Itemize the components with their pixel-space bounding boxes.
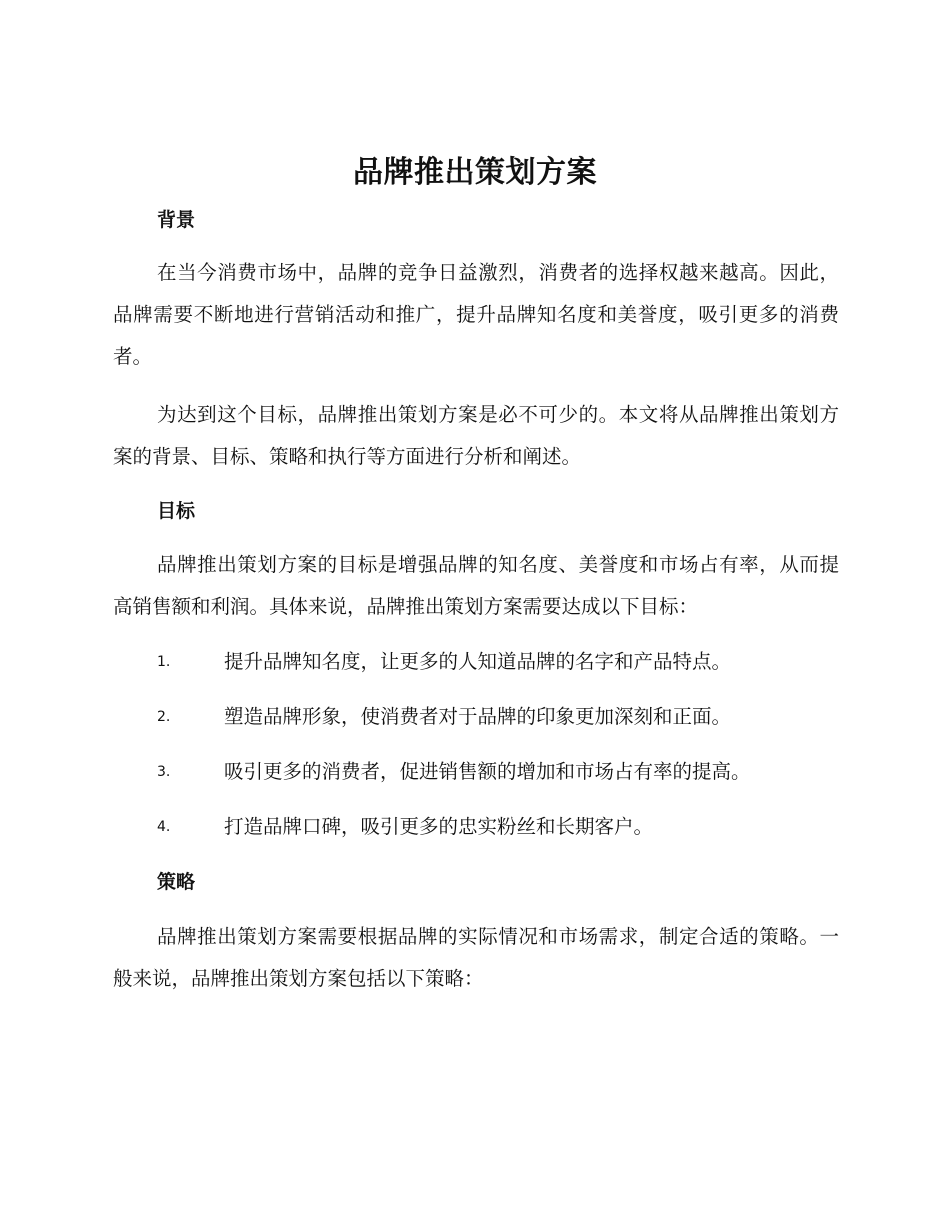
list-item-text: 提升品牌知名度，让更多的人知道品牌的名字和产品特点。 — [224, 650, 732, 673]
goals-paragraph: 品牌推出策划方案的目标是增强品牌的知名度、美誉度和市场占有率，从而提高销售额和利润。具体来说，品牌推出策划方案需要达成以下目标： — [113, 553, 839, 618]
list-item — [157, 757, 837, 787]
list-item — [157, 702, 837, 732]
section-heading-strategy: 策略 — [157, 871, 196, 893]
background-paragraph-2: 为达到这个目标，品牌推出策划方案是必不可少的。本文将从品牌推出策划方案的背景、目标、策略和执行等方面进行分析和阐述。 — [113, 403, 839, 468]
strategy-paragraph: 品牌推出策划方案需要根据品牌的实际情况和市场需求，制定合适的策略。一般来说，品牌推出策划方案包括以下策略： — [113, 925, 839, 990]
background-paragraph-1: 在当今消费市场中，品牌的竞争日益激烈，消费者的选择权越来越高。因此，品牌需要不断地进行营销活动和推广，提升品牌知名度和美誉度，吸引更多的消费者。 — [113, 261, 839, 368]
list-item-number: 3. — [157, 764, 171, 780]
list-item-text: 塑造品牌形象，使消费者对于品牌的印象更加深刻和正面。 — [224, 705, 732, 728]
section-heading-background: 背景 — [157, 209, 196, 231]
list-item-number: 2. — [157, 709, 171, 725]
list-item-number: 1. — [157, 654, 171, 670]
list-item — [157, 647, 837, 677]
list-item — [157, 812, 837, 842]
list-item-text: 吸引更多的消费者，促进销售额的增加和市场占有率的提高。 — [224, 760, 751, 783]
list-item-number: 4. — [157, 819, 171, 835]
section-heading-goals: 目标 — [157, 500, 196, 522]
list-item-text: 打造品牌口碑，吸引更多的忠实粉丝和长期客户。 — [224, 815, 654, 838]
document-title: 品牌推出策划方案 — [353, 155, 597, 190]
